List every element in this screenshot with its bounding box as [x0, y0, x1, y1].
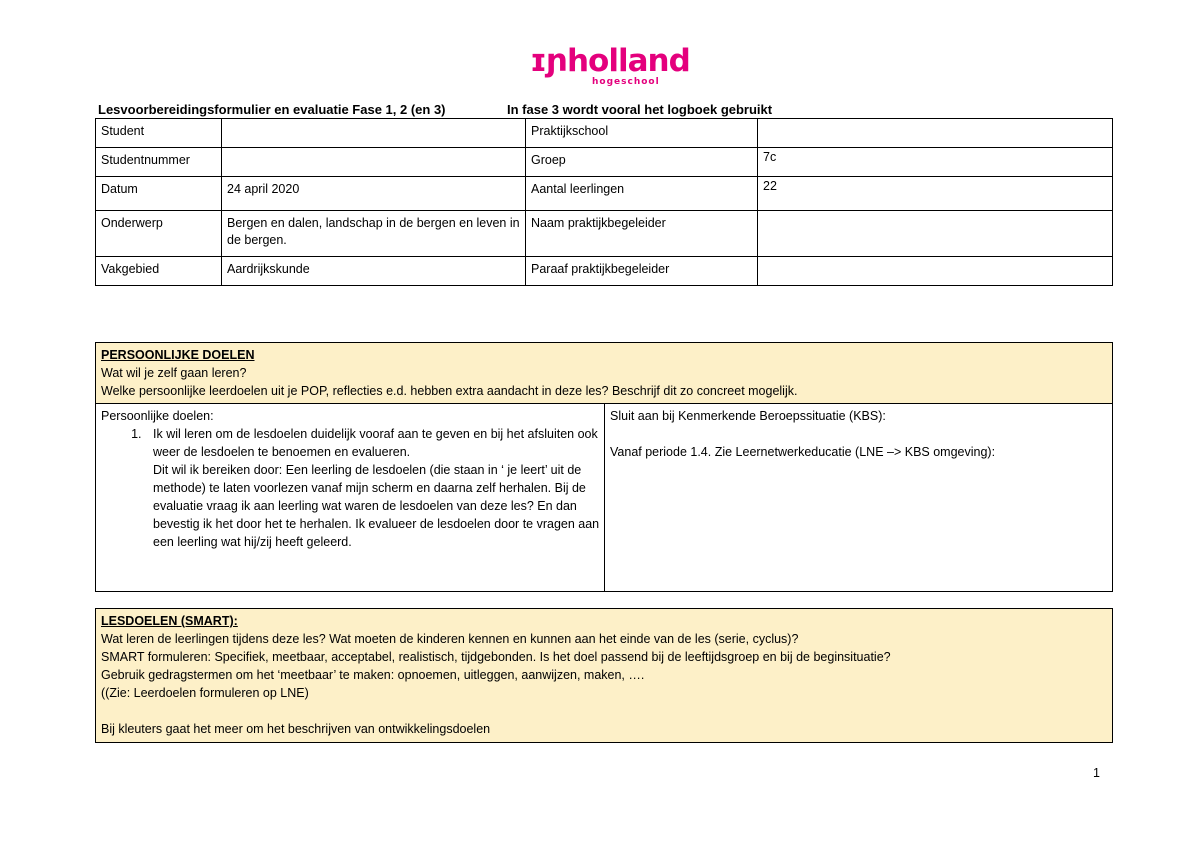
- lesdoelen-header: [96, 609, 1113, 743]
- student-field[interactable]: [222, 119, 526, 148]
- begeleider-label: Naam praktijkbegeleider: [526, 211, 758, 257]
- student-label: Student: [96, 119, 222, 148]
- page-number: 1: [1093, 766, 1100, 780]
- kbs-cell[interactable]: [605, 404, 1113, 592]
- lesdoelen-reference: ((Zie: Leerdoelen formuleren op LNE): [101, 686, 309, 700]
- school-label: Praktijkschool: [526, 119, 758, 148]
- form-note: In fase 3 wordt vooral het logboek gebruikt: [507, 102, 773, 117]
- lesdoelen-smart: SMART formuleren: Specifiek, meetbaar, acceptabel, realistisch, tijdgebonden. Is het doel passend bij de leeftijdsgroep en bij de beginsituatie?: [101, 650, 891, 664]
- groep-label: Groep: [526, 148, 758, 177]
- persoonlijke-doelen-table: [95, 342, 1113, 592]
- lesdoelen-gedragstermen: Gebruik gedragstermen om het ‘meetbaar’ te maken: opnoemen, uitleggen, aanwijzen, maken, ….: [101, 668, 645, 682]
- table-row: [96, 148, 1113, 177]
- school-field[interactable]: [758, 119, 1113, 148]
- table-row: [96, 211, 1113, 257]
- datum-field[interactable]: 24 april 2020: [222, 177, 526, 211]
- begeleider-field[interactable]: [758, 211, 1113, 257]
- lesdoelen-question: Wat leren de leerlingen tijdens deze les? Wat moeten de kinderen kennen en kunnen aan het einde van de les (serie, cyclus)?: [101, 632, 799, 646]
- onderwerp-label: Onderwerp: [96, 211, 222, 257]
- datum-label: Datum: [96, 177, 222, 211]
- studentnummer-label: Studentnummer: [96, 148, 222, 177]
- persoonlijke-doelen-header: [96, 343, 1113, 404]
- logo-wordmark: ɪɲholland: [530, 43, 690, 79]
- student-info-table: [95, 118, 1113, 286]
- lesdoelen-table: [95, 608, 1113, 743]
- table-row: [96, 119, 1113, 148]
- studentnummer-field[interactable]: [222, 148, 526, 177]
- kbs-label: Sluit aan bij Kenmerkende Beroepssituatie (KBS):: [610, 409, 886, 423]
- aantal-label: Aantal leerlingen: [526, 177, 758, 211]
- table-row: [96, 177, 1113, 211]
- paraaf-field[interactable]: [758, 257, 1113, 286]
- list-item: 1. Ik wil leren om de lesdoelen duidelijk vooraf aan te geven en bij het afsluiten ook weer de lesdoelen te benoemen en evalueren.: [145, 425, 600, 461]
- groep-field[interactable]: 7c: [758, 148, 1113, 177]
- logo-subtitle: hogeschool: [592, 77, 660, 87]
- vakgebied-label: Vakgebied: [96, 257, 222, 286]
- onderwerp-field[interactable]: Bergen en dalen, landschap in de bergen en leven in de bergen.: [222, 211, 526, 257]
- inholland-logo: [528, 43, 690, 90]
- lesdoelen-kleuters: Bij kleuters gaat het meer om het beschrijven van ontwikkelingsdoelen: [101, 722, 491, 736]
- persoonlijke-doelen-cell[interactable]: [96, 404, 605, 592]
- section-heading: LESDOELEN (SMART):: [101, 614, 238, 628]
- table-row: [96, 257, 1113, 286]
- form-title: Lesvoorbereidingsformulier en evaluatie Fase 1, 2 (en 3): [98, 102, 446, 117]
- section-question: Wat wil je zelf gaan leren?: [101, 366, 247, 380]
- paraaf-label: Paraaf praktijkbegeleider: [526, 257, 758, 286]
- goals-list: [101, 425, 600, 461]
- goal-detail: Dit wil ik bereiken door: Een leerling de lesdoelen (die staan in ‘ je leert’ uit de methode) te laten voorlezen vanaf mijn scherm en daarna zelf herhalen. Bij de evaluatie vraag ik aan leerling wat waren de lesdoelen van deze les? En dan bevestig ik het door het te herhalen. Ik evalueer de lesdoelen door te vragen aan een leerling wat hij/zij heeft geleerd.: [153, 463, 600, 549]
- kbs-text: Vanaf periode 1.4. Zie Leernetwerkeducatie (LNE –> KBS omgeving):: [610, 445, 996, 459]
- section-instruction: Welke persoonlijke leerdoelen uit je POP, reflecties e.d. hebben extra aandacht in deze les? Beschrijf dit zo concreet mogelijk.: [101, 384, 798, 398]
- aantal-field[interactable]: 22: [758, 177, 1113, 211]
- vakgebied-field[interactable]: Aardrijkskunde: [222, 257, 526, 286]
- section-heading: PERSOONLIJKE DOELEN: [101, 348, 255, 362]
- persoonlijke-doelen-label: Persoonlijke doelen:: [101, 409, 214, 423]
